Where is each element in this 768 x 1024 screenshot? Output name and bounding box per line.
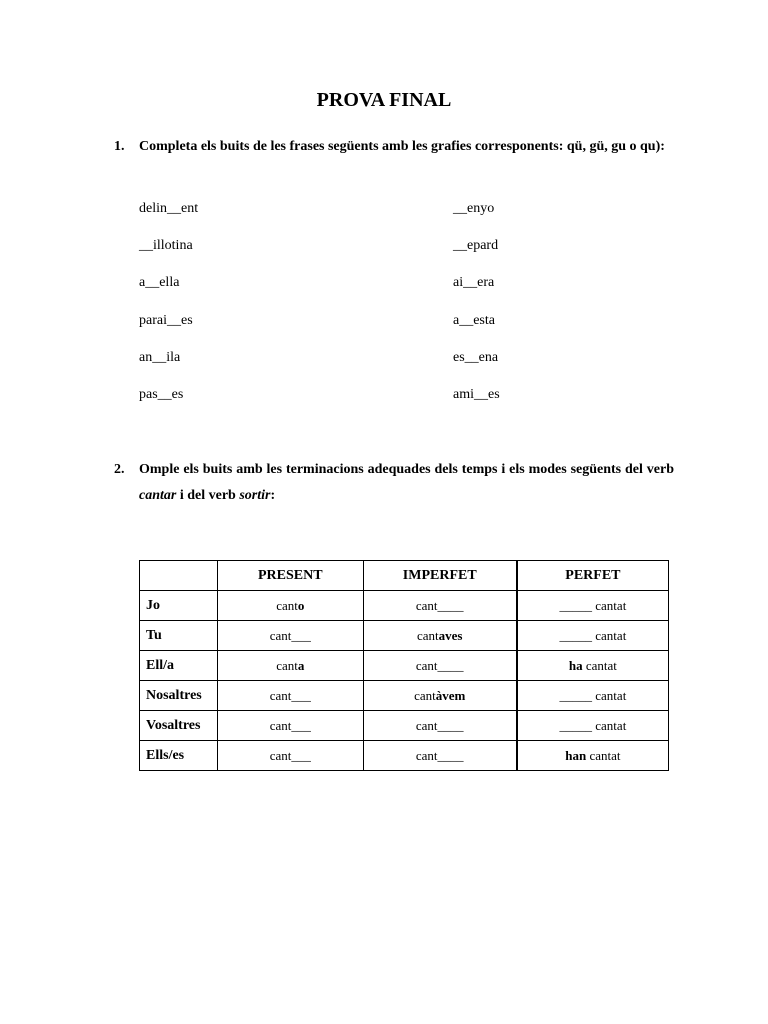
question-2-verb-1: cantar	[139, 488, 177, 503]
present-cell	[217, 711, 363, 741]
table-row	[140, 651, 669, 681]
question-2-text-after: :	[270, 488, 276, 503]
perfet-cell	[517, 681, 669, 711]
perfet-cell	[517, 741, 669, 771]
person-cell: Jo	[140, 591, 218, 621]
imperfet-stem: cant____	[415, 717, 464, 733]
person-cell: Ell/a	[140, 651, 218, 681]
imperfet-cell	[363, 711, 517, 741]
present-cell	[217, 681, 363, 711]
imperfet-cell	[363, 741, 517, 771]
question-1	[114, 134, 674, 160]
imperfet-ending: àvem	[435, 687, 466, 703]
header-perfet: PERFET	[517, 561, 669, 591]
present-stem: cant	[276, 657, 298, 673]
word-right-2: __epard	[453, 238, 499, 253]
imperfet-stem: cant____	[415, 597, 464, 613]
present-ending: o	[297, 597, 305, 613]
word-right-5: es__ena	[453, 350, 499, 365]
perfet-cell	[517, 621, 669, 651]
question-2-text-before: Omple els buits amb les terminacions adequades dels temps i els modes següents del verb	[139, 462, 674, 477]
question-1-text: Completa els buits de les frases següents amb les grafies corresponents: qü, gü, gu o qu):	[139, 139, 665, 154]
word-left-5: an__ila	[139, 350, 181, 365]
word-left-6: pas__es	[139, 387, 184, 402]
person-cell: Nosaltres	[140, 681, 218, 711]
imperfet-cell	[363, 651, 517, 681]
present-cell	[217, 651, 363, 681]
page-title: PROVA FINAL	[316, 89, 452, 111]
present-stem: cant	[276, 597, 298, 613]
perfet-rest: _____ cantat	[559, 597, 627, 613]
perfet-rest: _____ cantat	[559, 687, 627, 703]
imperfet-stem: cant____	[415, 747, 464, 763]
table-row	[140, 711, 669, 741]
word-right-4: a__esta	[453, 313, 495, 328]
perfet-rest: _____ cantat	[559, 717, 627, 733]
imperfet-ending: aves	[438, 627, 463, 643]
person-cell: Tu	[140, 621, 218, 651]
word-right-1: __enyo	[453, 201, 495, 216]
perfet-rest: cantat	[582, 657, 617, 673]
word-right-6: ami__es	[453, 387, 500, 402]
imperfet-cell	[363, 591, 517, 621]
perfet-cell	[517, 711, 669, 741]
word-left-2: __illotina	[139, 238, 193, 253]
table-header-row	[140, 561, 669, 591]
present-stem: cant___	[269, 717, 311, 733]
word-left-1: delin__ent	[139, 201, 199, 216]
question-2-text	[139, 457, 674, 509]
present-cell	[217, 591, 363, 621]
imperfet-stem: cant____	[415, 657, 464, 673]
header-empty	[140, 561, 218, 591]
present-cell	[217, 621, 363, 651]
person-cell: Ells/es	[140, 741, 218, 771]
perfet-cell	[517, 651, 669, 681]
person-cell: Vosaltres	[140, 711, 218, 741]
word-left-3: a__ella	[139, 275, 180, 290]
table-row	[140, 681, 669, 711]
question-2-verb-2: sortir	[239, 488, 271, 503]
word-right-3: ai__era	[453, 275, 495, 290]
perfet-rest: cantat	[586, 747, 621, 763]
perfet-cell	[517, 591, 669, 621]
imperfet-stem: cant	[416, 627, 439, 643]
perfet-aux: han	[565, 747, 587, 763]
present-cell	[217, 741, 363, 771]
imperfet-cell	[363, 681, 517, 711]
present-stem: cant___	[269, 687, 311, 703]
present-ending: a	[297, 657, 305, 673]
header-present: PRESENT	[217, 561, 363, 591]
present-stem: cant___	[269, 627, 311, 643]
perfet-rest: _____ cantat	[559, 627, 627, 643]
table-row	[140, 741, 669, 771]
table-row	[140, 591, 669, 621]
question-1-number: 1.	[114, 139, 125, 154]
conjugation-table	[139, 560, 669, 771]
present-stem: cant___	[269, 747, 311, 763]
question-2-text-middle: i del verb	[176, 488, 240, 503]
imperfet-stem: cant	[414, 687, 436, 703]
question-2	[114, 457, 674, 509]
header-imperfet: IMPERFET	[363, 561, 517, 591]
question-2-number: 2.	[114, 462, 125, 477]
word-left-4: parai__es	[139, 313, 193, 328]
perfet-aux: ha	[568, 657, 583, 673]
imperfet-cell	[363, 621, 517, 651]
table-row	[140, 621, 669, 651]
